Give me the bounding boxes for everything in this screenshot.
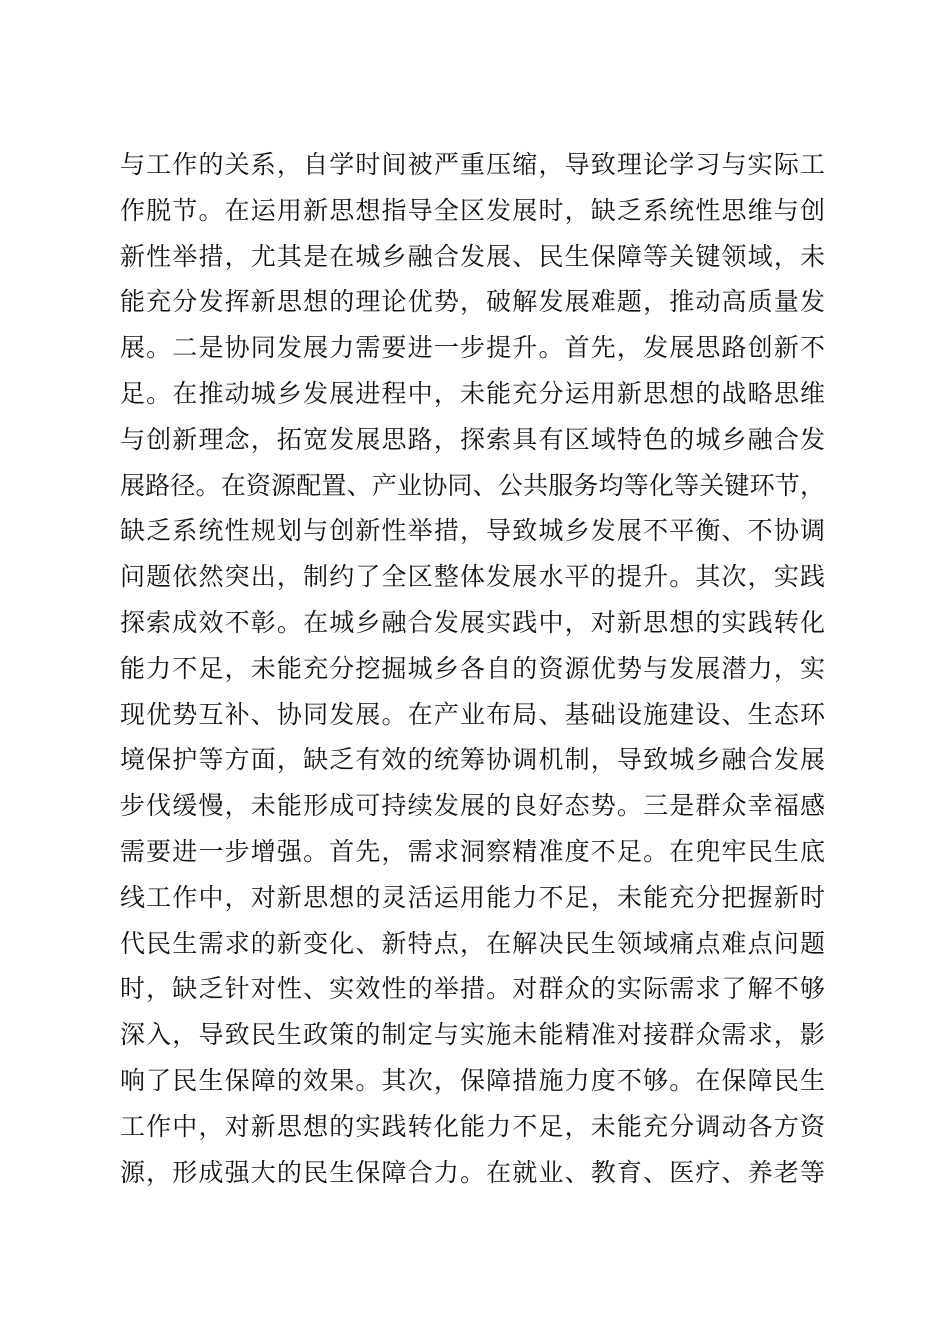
text-line: 响了民生保障的效果。其次，保障措施力度不够。在保障民生 <box>120 1065 825 1095</box>
text-line: 工作中，对新思想的实践转化能力不足，未能充分调动各方资 <box>120 1111 825 1141</box>
body-text <box>120 142 840 1195</box>
text-line: 与创新理念，拓宽发展思路，探索具有区域特色的城乡融合发 <box>120 424 825 454</box>
text-line: 足。在推动城乡发展进程中，未能充分运用新思想的战略思维 <box>120 378 825 408</box>
text-line: 与工作的关系，自学时间被严重压缩，导致理论学习与实际工 <box>120 150 825 179</box>
text-line: 问题依然突出，制约了全区整体发展水平的提升。其次，实践 <box>120 562 825 592</box>
text-line: 新性举措，尤其是在城乡融合发展、民生保障等关键领域，未 <box>120 241 825 271</box>
text-line: 需要进一步增强。首先，需求洞察精准度不足。在兜牢民生底 <box>120 836 825 866</box>
text-line: 境保护等方面，缺乏有效的统筹协调机制，导致城乡融合发展 <box>120 745 825 775</box>
text-line: 步伐缓慢，未能形成可持续发展的良好态势。三是群众幸福感 <box>120 791 825 821</box>
text-line: 深入，导致民生政策的制定与实施未能精准对接群众需求，影 <box>120 1020 825 1050</box>
text-line: 代民生需求的新变化、新特点，在解决民生领域痛点难点问题 <box>120 928 825 958</box>
text-line: 缺乏系统性规划与创新性举措，导致城乡发展不平衡、不协调 <box>120 516 825 546</box>
text-line: 线工作中，对新思想的灵活运用能力不足，未能充分把握新时 <box>120 882 825 912</box>
text-line: 探索成效不彰。在城乡融合发展实践中，对新思想的实践转化 <box>120 607 825 637</box>
text-line: 展路径。在资源配置、产业协同、公共服务均等化等关键环节， <box>120 470 825 500</box>
text-line: 作脱节。在运用新思想指导全区发展时，缺乏系统性思维与创 <box>120 195 825 225</box>
text-line: 展。二是协同发展力需要进一步提升。首先，发展思路创新不 <box>120 333 825 363</box>
text-line: 能充分发挥新思想的理论优势，破解发展难题，推动高质量发 <box>120 287 825 317</box>
text-line: 现优势互补、协同发展。在产业布局、基础设施建设、生态环 <box>120 699 825 729</box>
text-line: 源，形成强大的民生保障合力。在就业、教育、医疗、养老等 <box>120 1157 825 1187</box>
text-line: 时，缺乏针对性、实效性的举措。对群众的实际需求了解不够 <box>120 974 825 1004</box>
text-line: 能力不足，未能充分挖掘城乡各自的资源优势与发展潜力，实 <box>120 653 825 683</box>
